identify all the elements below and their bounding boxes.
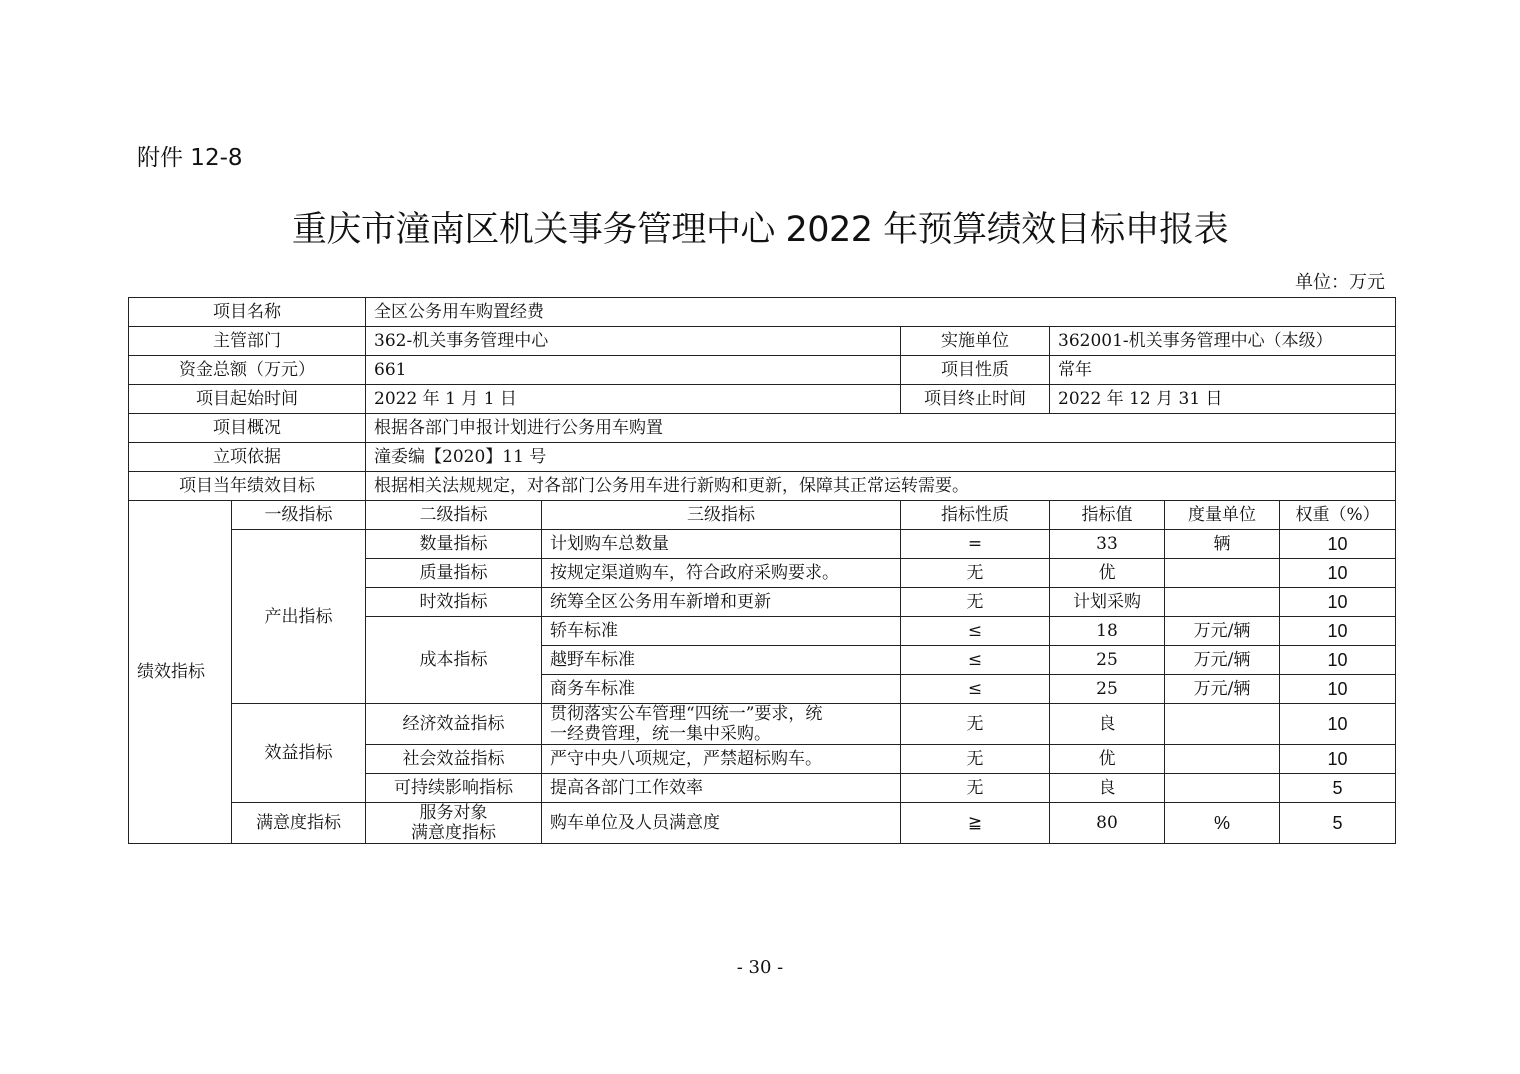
nature-cell: ≧	[901, 803, 1050, 844]
value-cell: 33	[1050, 530, 1165, 559]
nature-cell: 无	[901, 774, 1050, 803]
weight-cell: 10	[1280, 704, 1396, 745]
nature-cell: ≤	[901, 617, 1050, 646]
nature-value: 常年	[1050, 356, 1396, 385]
weight-cell: 10	[1280, 745, 1396, 774]
nature-cell: ≤	[901, 646, 1050, 675]
benefit-indicator-label: 效益指标	[232, 704, 366, 803]
level3-cell: 计划购车总数量	[542, 530, 901, 559]
unit-cell: 万元/辆	[1165, 675, 1280, 704]
unit-cell	[1165, 588, 1280, 617]
nature-cell: 无	[901, 559, 1050, 588]
level3-line: 一经费管理，统一集中采购。	[550, 724, 771, 744]
row-project-name	[129, 298, 1396, 327]
weight-cell: 10	[1280, 559, 1396, 588]
weight-cell: 5	[1280, 774, 1396, 803]
level2-cell: 经济效益指标	[366, 704, 542, 745]
level2-cell: 质量指标	[366, 559, 542, 588]
level2-cell: 时效指标	[366, 588, 542, 617]
weight-cell: 10	[1280, 588, 1396, 617]
value-cell: 25	[1050, 675, 1165, 704]
weight-cell: 10	[1280, 530, 1396, 559]
unit-cell	[1165, 745, 1280, 774]
level3-cell: 购车单位及人员满意度	[542, 803, 901, 844]
weight-cell: 10	[1280, 675, 1396, 704]
level3-line: 贯彻落实公车管理“四统一”要求，统	[550, 704, 823, 724]
level2-line: 服务对象	[419, 803, 488, 823]
page-number: - 30 -	[736, 957, 784, 978]
row-goal	[129, 472, 1396, 501]
value-cell: 计划采购	[1050, 588, 1165, 617]
value-cell: 18	[1050, 617, 1165, 646]
unit-cell	[1165, 704, 1280, 745]
level2-cell: 社会效益指标	[366, 745, 542, 774]
nature-cell: 无	[901, 745, 1050, 774]
value-cell: 良	[1050, 774, 1165, 803]
row-period	[129, 385, 1396, 414]
unit-cell	[1165, 559, 1280, 588]
header-level2: 二级指标	[366, 501, 542, 530]
dept-value: 362-机关事务管理中心	[366, 327, 901, 356]
cost-indicator-label: 成本指标	[366, 617, 542, 704]
level2-cell: 数量指标	[366, 530, 542, 559]
row-fund	[129, 356, 1396, 385]
level3-cell: 按规定渠道购车，符合政府采购要求。	[542, 559, 901, 588]
page-title: 重庆市潼南区机关事务管理中心 2022 年预算绩效目标申报表	[291, 210, 1229, 250]
level3-cell	[542, 704, 901, 745]
value-cell: 优	[1050, 559, 1165, 588]
value-cell: 良	[1050, 704, 1165, 745]
level3-cell: 统筹全区公务用车新增和更新	[542, 588, 901, 617]
weight-cell: 5	[1280, 803, 1396, 844]
unit-cell: 辆	[1165, 530, 1280, 559]
table-row	[129, 803, 1396, 844]
end-label: 项目终止时间	[901, 385, 1050, 414]
value-cell: 25	[1050, 646, 1165, 675]
level3-cell: 商务车标准	[542, 675, 901, 704]
header-value: 指标值	[1050, 501, 1165, 530]
start-label: 项目起始时间	[129, 385, 366, 414]
overview-value: 根据各部门申报计划进行公务用车购置	[366, 414, 1396, 443]
goal-value: 根据相关法规规定，对各部门公务用车进行新购和更新，保障其正常运转需要。	[366, 472, 1396, 501]
value-cell: 80	[1050, 803, 1165, 844]
overview-label: 项目概况	[129, 414, 366, 443]
nature-cell: 无	[901, 704, 1050, 745]
header-unit: 度量单位	[1165, 501, 1280, 530]
nature-cell: ≤	[901, 675, 1050, 704]
level3-cell: 提高各部门工作效率	[542, 774, 901, 803]
level2-line: 满意度指标	[411, 823, 496, 843]
performance-target-table	[128, 297, 1396, 844]
output-indicator-label: 产出指标	[232, 530, 366, 704]
fund-total-value: 661	[366, 356, 901, 385]
fund-total-label: 资金总额（万元）	[129, 356, 366, 385]
nature-label: 项目性质	[901, 356, 1050, 385]
nature-cell: 无	[901, 588, 1050, 617]
level3-cell: 越野车标准	[542, 646, 901, 675]
row-basis	[129, 443, 1396, 472]
level3-cell: 轿车标准	[542, 617, 901, 646]
performance-section-label: 绩效指标	[129, 501, 232, 844]
value-cell: 优	[1050, 745, 1165, 774]
level2-cell: 可持续影响指标	[366, 774, 542, 803]
row-overview	[129, 414, 1396, 443]
header-level3: 三级指标	[542, 501, 901, 530]
header-weight: 权重（%）	[1280, 501, 1396, 530]
dept-label: 主管部门	[129, 327, 366, 356]
start-value: 2022 年 1 月 1 日	[366, 385, 901, 414]
table-row	[129, 704, 1396, 745]
weight-cell: 10	[1280, 646, 1396, 675]
header-nature: 指标性质	[901, 501, 1050, 530]
satisfaction-indicator-label: 满意度指标	[232, 803, 366, 844]
impl-unit-value: 362001-机关事务管理中心（本级）	[1050, 327, 1396, 356]
unit-cell: %	[1165, 803, 1280, 844]
project-name-label: 项目名称	[129, 298, 366, 327]
table-row	[129, 530, 1396, 559]
nature-cell: =	[901, 530, 1050, 559]
unit-cell	[1165, 774, 1280, 803]
end-value: 2022 年 12 月 31 日	[1050, 385, 1396, 414]
project-name-value: 全区公务用车购置经费	[366, 298, 1396, 327]
header-level1: 一级指标	[232, 501, 366, 530]
indicator-header-row	[129, 501, 1396, 530]
basis-value: 潼委编【2020】11 号	[366, 443, 1396, 472]
level3-cell: 严守中央八项规定，严禁超标购车。	[542, 745, 901, 774]
row-dept	[129, 327, 1396, 356]
impl-unit-label: 实施单位	[901, 327, 1050, 356]
weight-cell: 10	[1280, 617, 1396, 646]
level2-cell	[366, 803, 542, 844]
attachment-label: 附件 12-8	[137, 145, 243, 171]
goal-label: 项目当年绩效目标	[129, 472, 366, 501]
basis-label: 立项依据	[129, 443, 366, 472]
unit-cell: 万元/辆	[1165, 617, 1280, 646]
unit-cell: 万元/辆	[1165, 646, 1280, 675]
unit-label: 单位：万元	[1295, 272, 1385, 293]
